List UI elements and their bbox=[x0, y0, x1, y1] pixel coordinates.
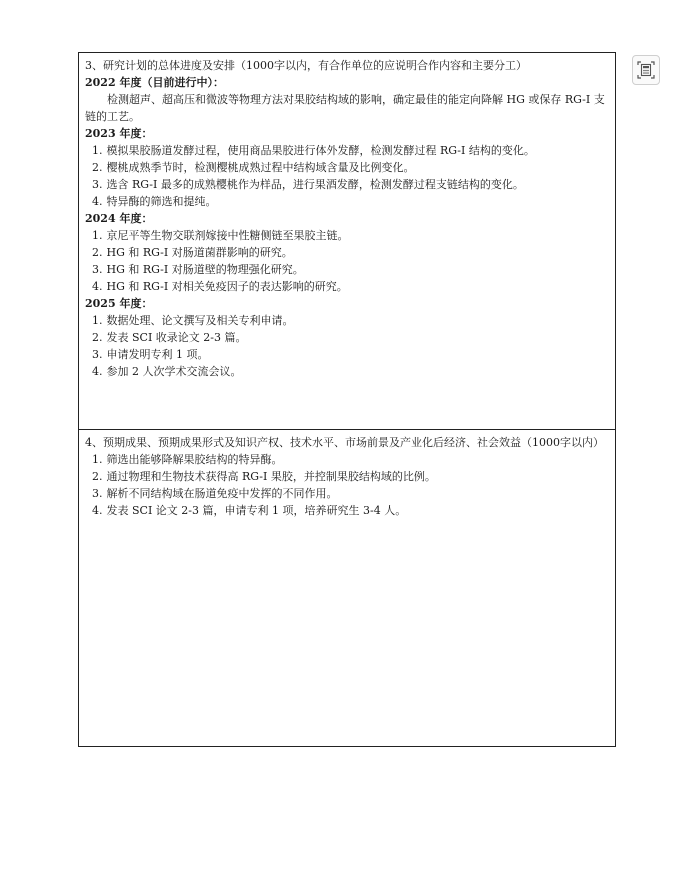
list-item bbox=[92, 363, 609, 380]
item-text: 通过物理和生物技术获得高 RG-I 果胶，并控制果胶结构域的比例。 bbox=[106, 470, 436, 483]
year-2022-paragraph: 检测超声、超高压和微波等物理方法对果胶结构域的影响，确定最佳的能定向降解 HG 或保存 RG-I 支链的工艺。 bbox=[85, 93, 605, 123]
list-item bbox=[92, 176, 609, 193]
item-text: 京尼平等生物交联剂嫁接中性糖侧链至果胶主链。 bbox=[106, 229, 349, 242]
item-number: 2. bbox=[92, 331, 103, 344]
list-item bbox=[92, 227, 609, 244]
list-item bbox=[92, 312, 609, 329]
item-number: 3. bbox=[92, 178, 103, 191]
list-item bbox=[92, 468, 609, 485]
item-text: 模拟果胶肠道发酵过程，使用商品果胶进行体外发酵，检测发酵过程 RG-I 结构的变化。 bbox=[106, 144, 535, 157]
section-3-cell bbox=[79, 53, 615, 430]
year-2022-heading: 2022 年度（目前进行中）： bbox=[85, 76, 224, 89]
item-number: 1. bbox=[92, 229, 103, 242]
item-number: 4. bbox=[92, 365, 103, 378]
year-2024-heading: 2024 年度： bbox=[85, 212, 153, 225]
year-2024-list bbox=[85, 227, 609, 295]
list-item bbox=[92, 193, 609, 210]
item-text: 数据处理、论文撰写及相关专利申请。 bbox=[106, 314, 294, 327]
item-text: 发表 SCI 论文 2-3 篇，申请专利 1 项，培养研究生 3-4 人。 bbox=[106, 504, 407, 517]
item-text: HG 和 RG-I 对相关免疫因子的表达影响的研究。 bbox=[106, 280, 348, 293]
item-text: 特异酶的筛选和提纯。 bbox=[106, 195, 217, 208]
item-number: 4. bbox=[92, 195, 103, 208]
section-3-heading: 3、研究计划的总体进度及安排（1000字以内，有合作单位的应说明合作内容和主要分工） bbox=[85, 59, 527, 72]
item-number: 3. bbox=[92, 487, 103, 500]
list-item bbox=[92, 485, 609, 502]
list-item bbox=[92, 329, 609, 346]
list-item bbox=[92, 142, 609, 159]
item-text: 发表 SCI 收录论文 2-3 篇。 bbox=[106, 331, 247, 344]
section-4-heading: 4、预期成果、预期成果形式及知识产权、技术水平、市场前景及产业化后经济、社会效益（1000字以内） bbox=[85, 436, 604, 449]
list-item bbox=[92, 244, 609, 261]
item-number: 1. bbox=[92, 314, 103, 327]
item-number: 4. bbox=[92, 504, 103, 517]
item-text: 选含 RG-I 最多的成熟樱桃作为样品，进行果酒发酵，检测发酵过程支链结构的变化。 bbox=[106, 178, 524, 191]
item-text: 樱桃成熟季节时，检测樱桃成熟过程中结构域含量及比例变化。 bbox=[106, 161, 415, 174]
calculator-icon bbox=[636, 60, 656, 80]
year-2025-list bbox=[85, 312, 609, 380]
calculator-button[interactable] bbox=[632, 55, 660, 85]
list-item bbox=[92, 451, 609, 468]
list-item bbox=[92, 278, 609, 295]
year-2023-heading: 2023 年度： bbox=[85, 127, 153, 140]
list-item bbox=[92, 502, 609, 519]
item-text: 参加 2 人次学术交流会议。 bbox=[106, 365, 242, 378]
item-number: 3. bbox=[92, 348, 103, 361]
year-2025-heading: 2025 年度： bbox=[85, 297, 153, 310]
list-item bbox=[92, 346, 609, 363]
item-text: 筛选出能够降解果胶结构的特异酶。 bbox=[106, 453, 283, 466]
item-text: 申请发明专利 1 项。 bbox=[106, 348, 209, 361]
item-number: 1. bbox=[92, 144, 103, 157]
item-text: HG 和 RG-I 对肠道壁的物理强化研究。 bbox=[106, 263, 304, 276]
item-number: 2. bbox=[92, 470, 103, 483]
item-text: HG 和 RG-I 对肠道菌群影响的研究。 bbox=[106, 246, 293, 259]
section-4-cell bbox=[79, 430, 615, 746]
item-number: 2. bbox=[92, 161, 103, 174]
item-text: 解析不同结构域在肠道免疫中发挥的不同作用。 bbox=[106, 487, 338, 500]
list-item bbox=[92, 261, 609, 278]
list-item bbox=[92, 159, 609, 176]
item-number: 1. bbox=[92, 453, 103, 466]
item-number: 4. bbox=[92, 280, 103, 293]
item-number: 2. bbox=[92, 246, 103, 259]
document-table bbox=[78, 52, 616, 747]
year-2023-list bbox=[85, 142, 609, 210]
item-number: 3. bbox=[92, 263, 103, 276]
expected-results-list bbox=[85, 451, 609, 519]
